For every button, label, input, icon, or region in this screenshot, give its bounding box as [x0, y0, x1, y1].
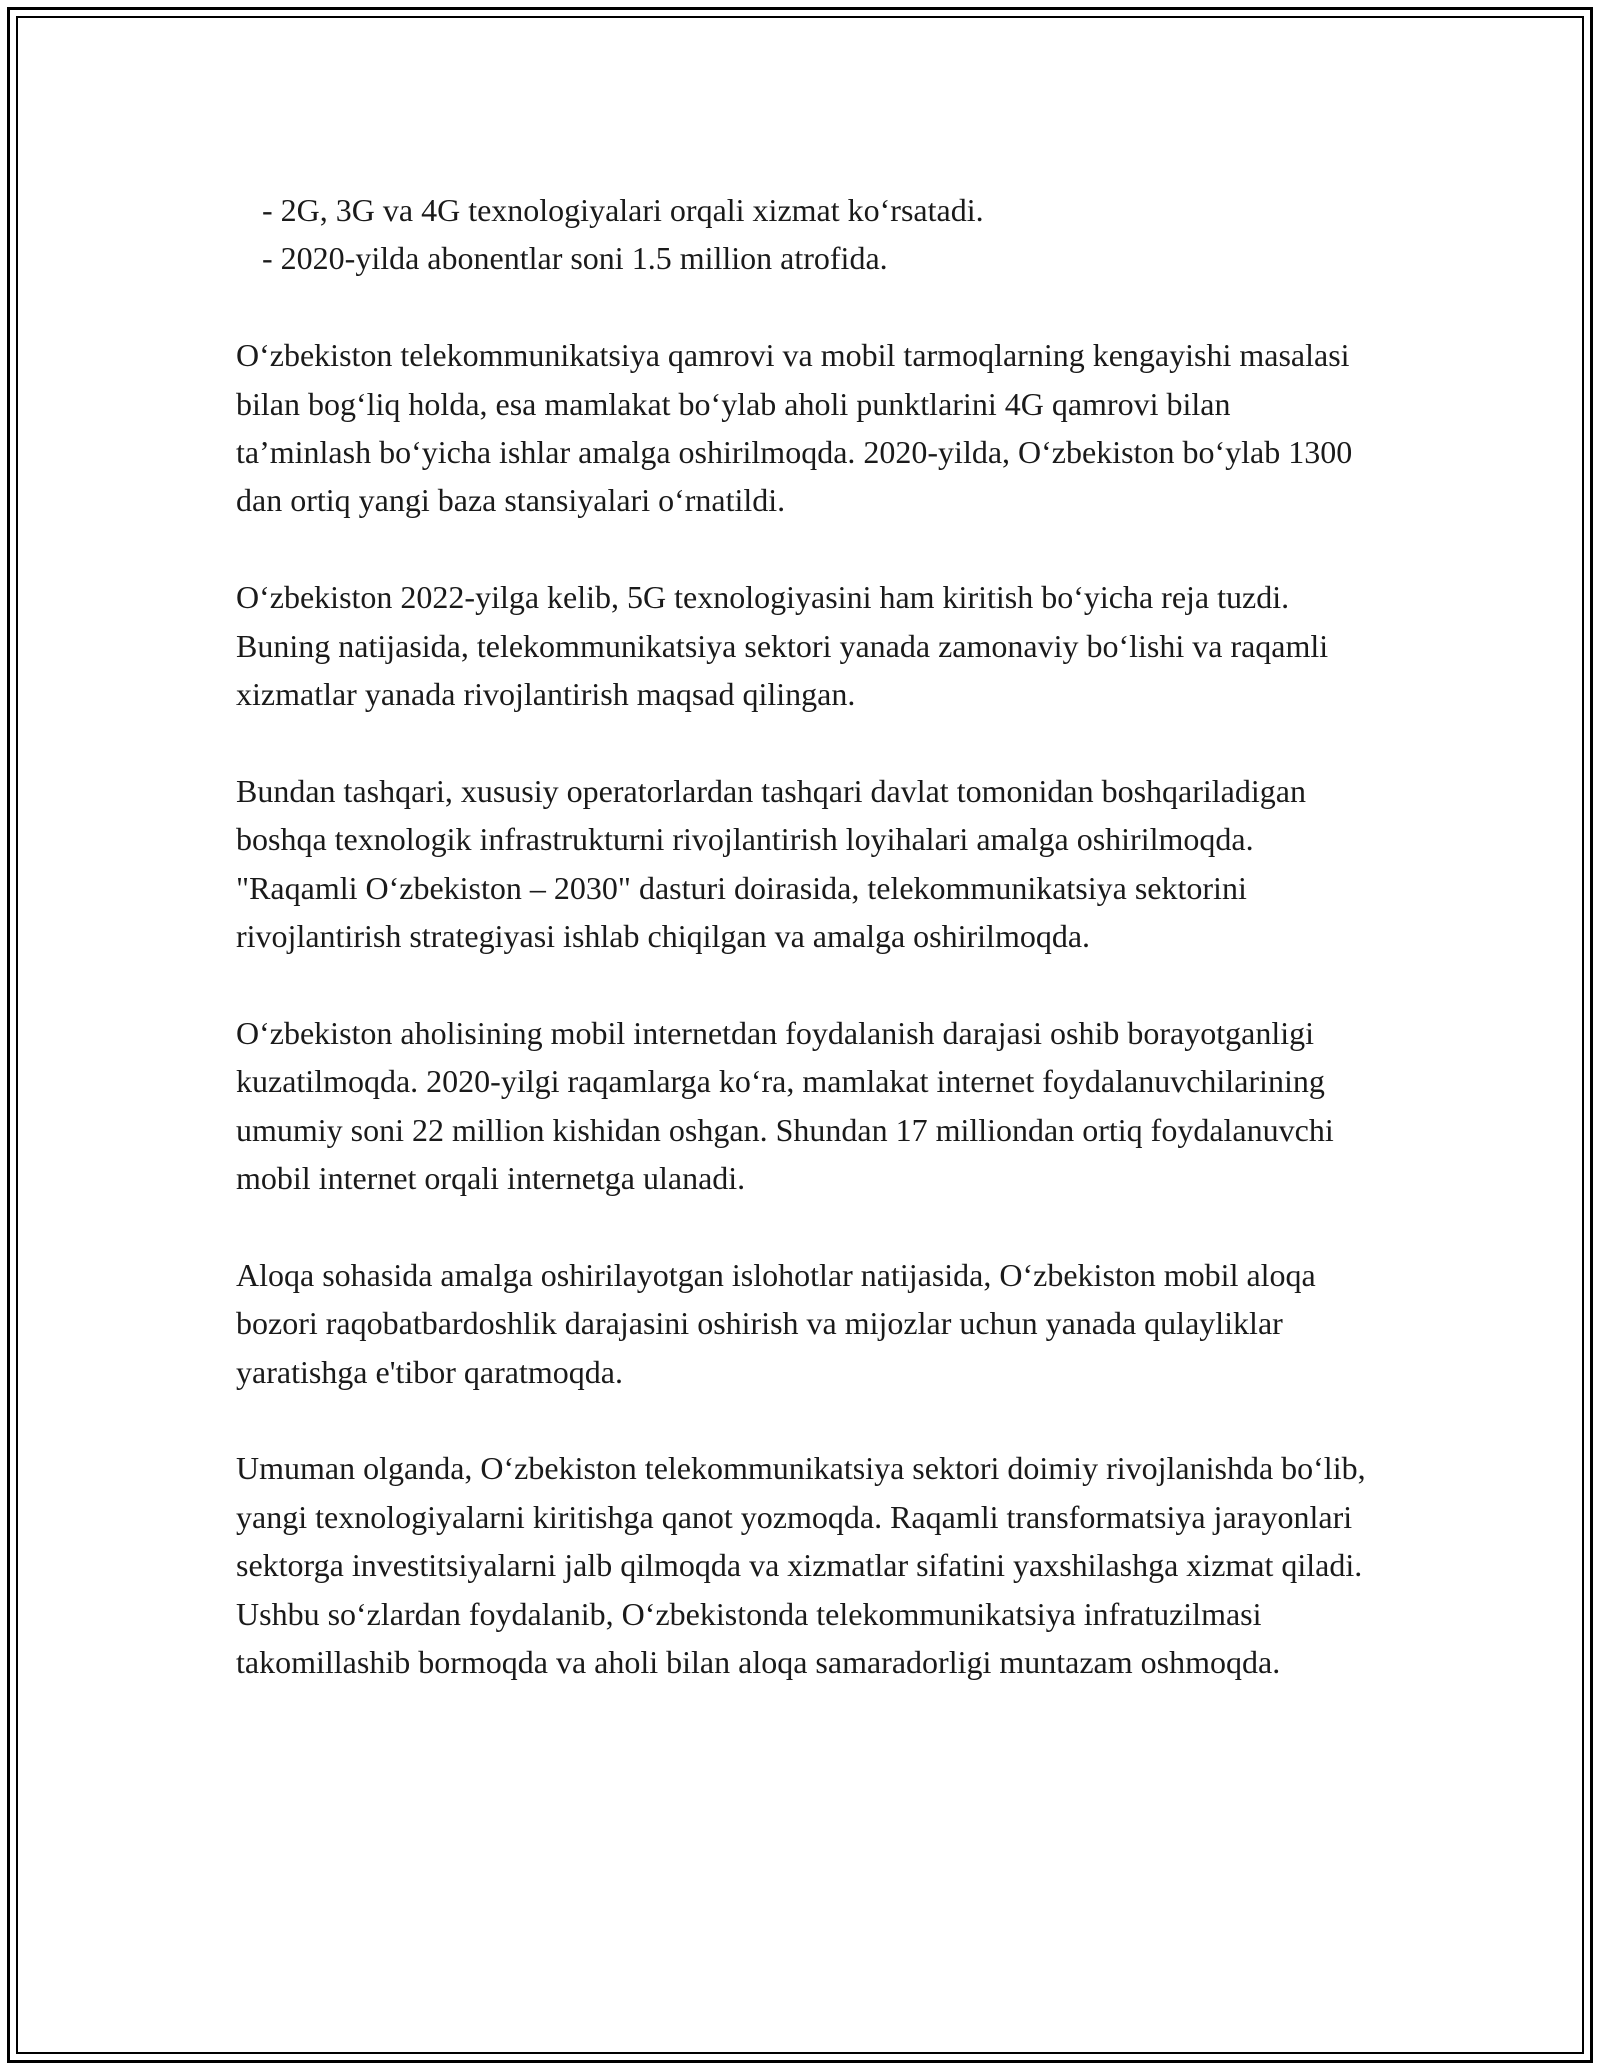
bullet-item-subscribers: - 2020-yilda abonentlar soni 1.5 million atrofida. — [262, 240, 888, 277]
paragraph-4g-coverage: O‘zbekiston telekommunikatsiya qamrovi va mobil tarmoqlarning kengayishi masalasi bilan bog‘liq holda, esa mamlakat bo‘ylab aholi punktlarini 4G qamrovi bilan ta’minlash bo‘yicha ishlar amalga oshirilmoqda. 2020-yilda, O‘zbekiston bo‘ylab 1300 dan ortiq yangi baza stansiyalari o‘rnatildi. — [236, 337, 1353, 519]
bullet-list — [236, 186, 1366, 283]
document-body — [236, 186, 1366, 1687]
paragraph-mobile-internet: O‘zbekiston aholisining mobil internetdan foydalanish darajasi oshib borayotganligi kuzatilmoqda. 2020-yilgi raqamlarga ko‘ra, mamlakat internet foydalanuvchilarining umumiy soni 22 million kishidan oshgan. Shundan 17 milliondan ortiq foydalanuvchi mobil internet orqali internetga ulanadi. — [236, 1014, 1334, 1197]
paragraph-reforms: Aloqa sohasida amalga oshirilayotgan islohotlar natijasida, O‘zbekiston mobil aloqa bozori raqobatbardoshlik darajasini oshirish va mijozlar uchun yanada qulayliklar yaratishga e'tibor qaratmoqda. — [236, 1256, 1316, 1390]
paragraph-digital-uzbekistan: Bundan tashqari, xususiy operatorlardan tashqari davlat tomonidan boshqariladigan boshqa texnologik infrastrukturni rivojlantirish loyihalari amalga oshirilmoqda. "Raqamli O‘zbekiston – 2030" dasturi doirasida, telekommunikatsiya sektorini rivojlantirish strategiyasi ishlab chiqilgan va amalga oshirilmoqda. — [236, 772, 1306, 955]
paragraph-conclusion: Umuman olganda, O‘zbekiston telekommunikatsiya sektori doimiy rivojlanishda bo‘lib, yangi texnologiyalarni kiritishga qanot yozmoqda. Raqamli transformatsiya jarayonlari sektorga investitsiyalarni jalb qilmoqda va xizmatlar sifatini yaxshilashga xizmat qiladi. Ushbu so‘zlardan foydalanib, O‘zbekistonda telekommunikatsiya infratuzilmasi takomillashib bormoqda va aholi bilan aloqa samaradorligi muntazam oshmoqda. — [236, 1450, 1366, 1681]
bullet-item-technologies: - 2G, 3G va 4G texnologiyalari orqali xizmat ko‘rsatadi. — [262, 192, 984, 228]
paragraph-5g-plan: O‘zbekiston 2022-yilga kelib, 5G texnologiyasini ham kiritish bo‘yicha reja tuzdi. Buning natijasida, telekommunikatsiya sektori yanada zamonaviy bo‘lishi va raqamli xizmatlar yanada rivojlantirish maqsad qilingan. — [236, 579, 1329, 713]
